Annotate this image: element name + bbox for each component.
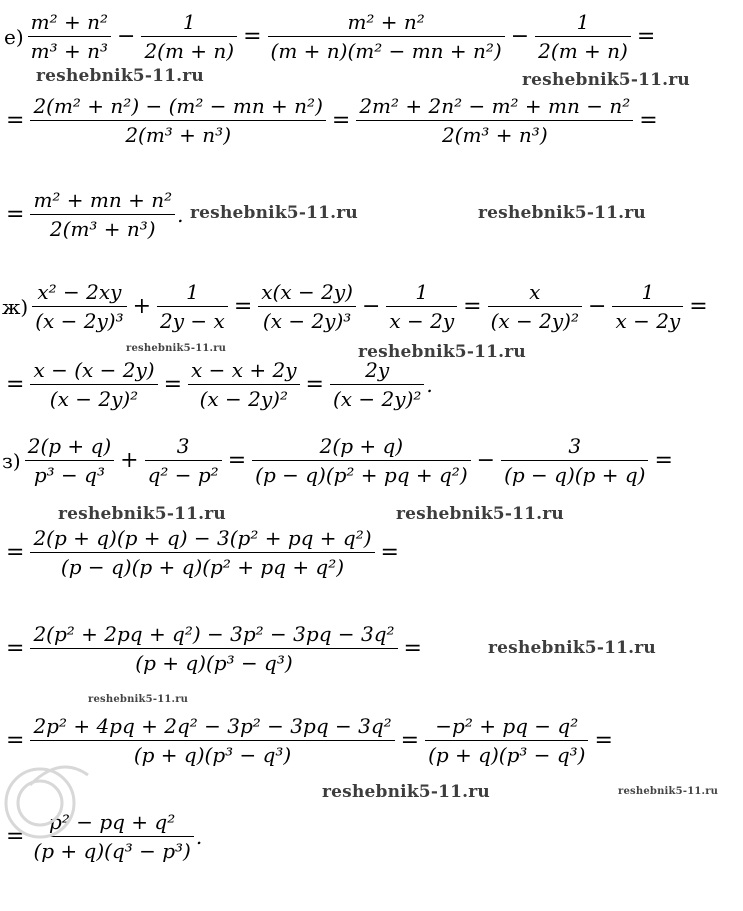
fraction: $\frac{x}{\text{(x − 2y)²}}$	[488, 278, 582, 335]
part-z-line-2: = $\frac{\text{2(p + q)(p + q) − 3(p² + pq + q²)}}{\text{(p − q)(p + q)(p² + pq + q²)}}$ =	[6, 526, 399, 579]
watermark-text: reshebnik5-11.ru	[88, 694, 189, 705]
fraction: $\frac{\text{2p² + 4pq + 2q² − 3p² − 3pq − 3q²}}{\text{(p + q)(p³ − q³)}}$	[30, 712, 394, 769]
part-z-line-4: = $\frac{\text{2p² + 4pq + 2q² − 3p² − 3pq − 3q²}}{\text{(p + q)(p³ − q³)}}$ = $\frac{\text{−p² + pq − q²}}{\text{(p + q)(p³ − q³)}}$ =	[6, 714, 613, 767]
fraction: $\frac{1}{2(m + n)}$	[141, 8, 237, 65]
watermark-text: reshebnik5-11.ru	[478, 203, 646, 223]
fraction: $\frac{\text{m² + mn + n²}}{\text{2(m³ + n³)}}$	[30, 186, 175, 243]
fraction: $\frac{1}{x - 2y}$	[386, 278, 457, 335]
fraction: $\frac{\text{p² − pq + q²}}{\text{(p + q)(q³ − p³)}}$	[30, 808, 193, 865]
watermark-text: reshebnik5-11.ru	[126, 343, 227, 354]
fraction: $\frac{\text{m² + n²}}{\text{m³ + n³}}$	[28, 8, 111, 65]
watermark-text: reshebnik5-11.ru	[522, 70, 690, 90]
part-zh-label: ж)	[2, 294, 29, 319]
watermark-text: reshebnik5-11.ru	[58, 504, 226, 524]
part-e-line-3: = $\frac{\text{m² + mn + n²}}{\text{2(m³ + n³)}}$ .	[6, 188, 184, 241]
watermark-text: reshebnik5-11.ru	[322, 782, 490, 802]
part-z-line-3: = $\frac{\text{2(p² + 2pq + q²) − 3p² − 3pq − 3q²}}{\text{(p + q)(p³ − q³)}}$ =	[6, 622, 422, 675]
fraction: $\frac{2(p + q)}{\text{(p − q)(p² + pq + q²)}}$	[252, 432, 470, 489]
fraction: $\frac{2y}{\text{(x − 2y)²}}$	[330, 356, 424, 413]
fraction: $\frac{\text{m² + n²}}{\text{(m + n)(m² − mn + n²)}}$	[268, 8, 505, 65]
watermark-text: reshebnik5-11.ru	[488, 638, 656, 658]
part-e-label: е)	[4, 24, 24, 49]
faint-stamp-icon	[0, 715, 110, 850]
fraction: $\frac{\text{2(p + q)(p + q) − 3(p² + pq + q²)}}{\text{(p − q)(p + q)(p² + pq + q²)}}$	[30, 524, 374, 581]
part-z-line-5: = $\frac{\text{p² − pq + q²}}{\text{(p + q)(q³ − p³)}}$ .	[6, 810, 203, 863]
fraction: $\frac{x(x - 2y)}{\text{(x − 2y)³}}$	[258, 278, 356, 335]
part-zh-line-2: = $\frac{x - (x - 2y)}{\text{(x − 2y)²}}$ = $\frac{x - x + 2y}{\text{(x − 2y)²}}$ = $\frac{2y}{\text{(x − 2y)²}}$ .	[6, 358, 433, 411]
fraction: $\frac{3}{(p - q)(p + q)}$	[501, 432, 648, 489]
fraction: $\frac{3}{\text{q² − p²}}$	[145, 432, 222, 489]
part-z-line-1: з) $\frac{2(p + q)}{\text{p³ − q³}}$ + $\frac{3}{\text{q² − p²}}$ = $\frac{2(p + q)}{\text{(p − q)(p² + pq + q²)}}$ − $\frac{3}{(p - q)(p + q)}$ =	[2, 434, 673, 487]
fraction: $\frac{\text{−p² + pq − q²}}{\text{(p + q)(p³ − q³)}}$	[425, 712, 588, 769]
fraction: $\frac{2(p + q)}{\text{p³ − q³}}$	[25, 432, 114, 489]
watermark-text: reshebnik5-11.ru	[618, 786, 719, 797]
fraction: $\frac{1}{x - 2y}$	[612, 278, 683, 335]
fraction: $\frac{x - (x - 2y)}{\text{(x − 2y)²}}$	[30, 356, 157, 413]
watermark-text: reshebnik5-11.ru	[396, 504, 564, 524]
part-zh-line-1: ж) $\frac{\text{x² − 2xy}}{\text{(x − 2y)³}}$ + $\frac{1}{2y - x}$ = $\frac{x(x - 2y)}{\text{(x − 2y)³}}$ − $\frac{1}{x - 2y}$ = $\frac{x}{\text{(x − 2y)²}}$ − $\frac{1}{x - 2y}$ =	[2, 280, 708, 333]
fraction: $\frac{1}{2(m + n)}$	[535, 8, 631, 65]
part-z-label: з)	[2, 448, 21, 473]
fraction: $\frac{\text{x² − 2xy}}{\text{(x − 2y)³}}$	[32, 278, 126, 335]
fraction: $\frac{\text{2m² + 2n² − m² + mn − n²}}{\text{2(m³ + n³)}}$	[356, 92, 633, 149]
fraction: $\frac{\text{2(m² + n²) − (m² − mn + n²)}}{\text{2(m³ + n³)}}$	[30, 92, 325, 149]
part-e-line-2: = $\frac{\text{2(m² + n²) − (m² − mn + n²)}}{\text{2(m³ + n³)}}$ = $\frac{\text{2m² + 2n² − m² + mn − n²}}{\text{2(m³ + n³)}}$ =	[6, 94, 658, 147]
watermark-text: reshebnik5-11.ru	[358, 342, 526, 362]
part-e-line-1: е) $\frac{\text{m² + n²}}{\text{m³ + n³}}$ − $\frac{1}{2(m + n)}$ = $\frac{\text{m² + n²}}{\text{(m + n)(m² − mn + n²)}}$ − $\frac{1}{2(m + n)}$ =	[4, 10, 656, 63]
watermark-text: reshebnik5-11.ru	[190, 203, 358, 223]
fraction: $\frac{x - x + 2y}{\text{(x − 2y)²}}$	[188, 356, 300, 413]
watermark-text: reshebnik5-11.ru	[36, 66, 204, 86]
fraction: $\frac{\text{2(p² + 2pq + q²) − 3p² − 3pq − 3q²}}{\text{(p + q)(p³ − q³)}}$	[30, 620, 397, 677]
fraction: $\frac{1}{2y - x}$	[157, 278, 228, 335]
